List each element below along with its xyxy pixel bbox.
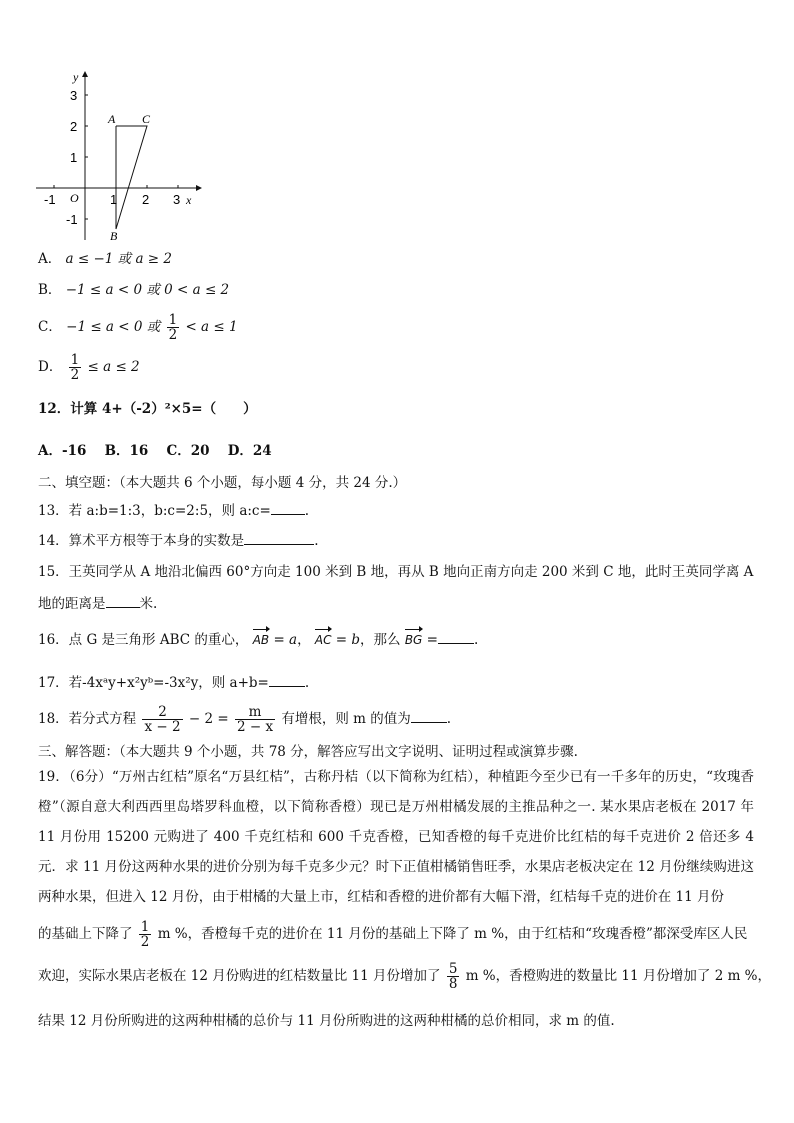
triangle-abc xyxy=(116,126,150,229)
fraction: $\frac{5}{8}$ xyxy=(448,961,458,992)
answer-blank xyxy=(271,500,305,515)
q12-options: A．-16 B．16 C．20 D．24 xyxy=(38,443,272,459)
q16-text: 16．点 G 是三角形 ABC 的重心， xyxy=(38,632,249,648)
fraction: $\frac{2}{x - 2}$ xyxy=(144,704,181,735)
q19-paragraph-1: 19．（6分）“万州古红桔”原名“万县红桔”，古称丹桔（以下简称为红桔），种植距今至少已有一千多年的历史，“玫瑰香橙”（源自意大利西西里岛塔罗科血橙，以下简称香橙）现已是万州柑橘发展的主推品种之一. 某水果店老板在 2017 年 11 月份用 15200 元购进了 400 千克红桔和 600 千克香橙，已知香橙的每千克进价比红桔的每千克进价 2 倍还多 4 元．求 11 月份这两种水果的进价分别为每千克多少元？时下正值柑橘销售旺季，水果店老板决定在 12 月份继续购进这两种水果，但进入 12 月份，由于柑橘的大量上市，红桔和香橙的进价都有大幅下滑，红桔每千克的进价在 11 月份 xyxy=(38,769,754,905)
origin-label: O xyxy=(70,191,79,205)
q11-option-c xyxy=(38,312,238,342)
y-tick-label: 2 xyxy=(70,119,78,134)
option-text: a ≤ −1 或 a ≥ 2 xyxy=(65,251,173,267)
point-label-a: A xyxy=(108,112,116,126)
q13-text: 13．若 a:b=1:3，b:c=2:5，则 a:c= xyxy=(38,503,271,519)
option-label: A． xyxy=(38,251,62,267)
y-axis-label: y xyxy=(73,70,79,84)
q15-text: 地的距离是 xyxy=(38,596,106,612)
y-tick-label: 1 xyxy=(70,150,78,165)
q19-line-2: 的基础上下降了 $\frac{1}{2}$ m %，香橙每千克的进价在 11 月份的基础上下降了 m %，由于红桔和“玫瑰香橙”都深受库区人民 xyxy=(38,919,748,950)
vector-ab: AB xyxy=(252,633,270,647)
fraction: $\frac{m}{2 - x}$ xyxy=(236,704,274,735)
q17-text: 17．若-4xᵃy+x²yᵇ=-3x²y，则 a+b= xyxy=(38,675,269,691)
q16: 16．点 G 是三角形 ABC 的重心， AB = a， AC = b，那么 BG = . xyxy=(38,629,478,649)
q11-option-a xyxy=(38,250,172,268)
x-tick-label: 2 xyxy=(142,192,150,207)
x-axis-label: x xyxy=(186,193,192,207)
x-tick-label: 1 xyxy=(110,192,118,207)
q11-option-d xyxy=(38,352,140,382)
option-label: B． xyxy=(38,282,62,298)
option-label: C． xyxy=(38,319,62,335)
option-text: < a ≤ 1 xyxy=(185,319,238,335)
y-axis-arrow xyxy=(82,71,88,77)
section-3-heading: 三、解答题：（本大题共 9 个小题，共 78 分，解答应写出文字说明、证明过程或演算步骤. xyxy=(38,744,578,760)
q14-text: 14．算术平方根等于本身的实数是 xyxy=(38,533,245,549)
vector-bg: BG xyxy=(404,633,423,647)
section-2-heading: 二、填空题：（本大题共 6 个小题，每小题 4 分，共 24 分.） xyxy=(38,475,407,491)
option-label: D． xyxy=(38,359,63,375)
q15-line-2: 地的距离是 米. xyxy=(38,593,157,613)
fraction: $\frac{1}{2}$ xyxy=(168,312,178,343)
q18-text: 18．若分式方程 xyxy=(38,711,137,727)
answer-blank xyxy=(438,629,474,644)
q13: 13．若 a:b=1:3，b:c=2:5，则 a:c= . xyxy=(38,500,309,520)
answer-blank xyxy=(269,672,305,687)
point-label-c: C xyxy=(142,112,151,126)
option-text: −1 ≤ a < 0 或 xyxy=(66,319,161,335)
q12-stem: 12．计算 4+（-2）²×5=（ ） xyxy=(38,401,257,417)
fraction: $\frac{1}{2}$ xyxy=(70,352,80,383)
q18: 18．若分式方程 $\frac{2}{x - 2}$ − 2 = $\frac{m}{2 - x}$ 有增根，则 m 的值为 . xyxy=(38,704,452,735)
q19-line-4: 结果 12 月份所购进的这两种柑橘的总价与 11 月份所购进的这两种柑橘的总价相同，求 m 的值. xyxy=(38,1013,615,1029)
answer-blank xyxy=(411,708,447,723)
coordinate-graph xyxy=(30,68,205,248)
y-tick-label: -1 xyxy=(66,212,78,227)
answer-blank xyxy=(244,530,314,545)
x-tick-label: 3 xyxy=(173,192,181,207)
point-label-b: B xyxy=(110,229,118,243)
q17: 17．若-4xᵃy+x²yᵇ=-3x²y，则 a+b= . xyxy=(38,672,309,692)
y-tick-label: 3 xyxy=(70,88,78,103)
fraction: $\frac{1}{2}$ xyxy=(140,919,150,950)
x-axis-arrow xyxy=(196,185,202,191)
q15-line-1: 15．王英同学从 A 地沿北偏西 60°方向走 100 米到 B 地，再从 B 地向正南方向走 200 米到 C 地，此时王英同学离 A xyxy=(38,564,754,580)
vector-ac: AC xyxy=(314,633,332,647)
option-text: ≤ a ≤ 2 xyxy=(87,359,140,375)
x-tick-label: -1 xyxy=(44,192,56,207)
q19-line-3: 欢迎，实际水果店老板在 12 月份购进的红桔数量比 11 月份增加了 $\frac{5}{8}$ m %，香橙购进的数量比 11 月份增加了 2 m %， xyxy=(38,961,771,992)
q14: 14．算术平方根等于本身的实数是 . xyxy=(38,530,318,550)
answer-blank xyxy=(106,593,140,608)
q11-option-b xyxy=(38,281,229,299)
option-text: −1 ≤ a < 0 或 0 < a ≤ 2 xyxy=(65,282,230,298)
